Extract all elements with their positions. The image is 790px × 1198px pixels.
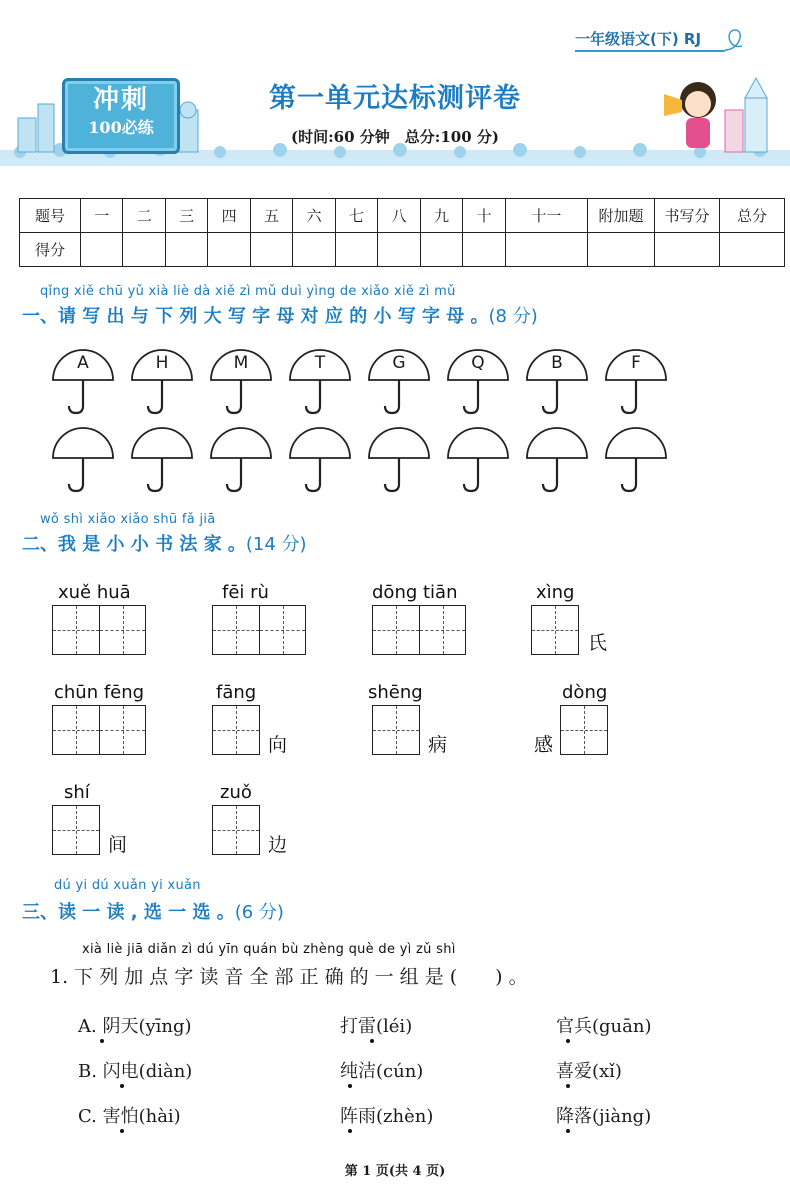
section-1-points: (8 分)	[488, 306, 538, 327]
umbrella-icon	[52, 348, 114, 410]
score-input-cell[interactable]	[208, 233, 250, 267]
umbrella-answer-icon[interactable]	[52, 426, 114, 488]
umbrella-letter: H	[155, 353, 169, 373]
emphasis-dot	[348, 1084, 352, 1088]
writing-grid[interactable]	[372, 705, 420, 755]
table-cell: 十一	[505, 199, 587, 233]
section-3-title-text: 三、读 一 读 , 选 一 选 。	[22, 902, 235, 923]
write-item-pinyin: xuě huā	[58, 582, 131, 603]
table-cell: 二	[123, 199, 165, 233]
umbrella-icon	[210, 348, 272, 410]
emphasis-dot	[566, 1084, 570, 1088]
table-cell: 三	[165, 199, 207, 233]
char-suffix: 向	[268, 734, 288, 756]
umbrella-icon	[289, 348, 351, 410]
umbrella-letter: F	[631, 353, 641, 373]
write-item-pinyin: fāng	[216, 682, 257, 703]
option-a-3: 官兵(guān)	[556, 1016, 652, 1037]
umbrella-answer-icon[interactable]	[526, 426, 588, 488]
section-1-title	[22, 302, 538, 328]
table-cell: 总分	[720, 199, 785, 233]
umbrella-letter: M	[233, 353, 249, 373]
option-c-1[interactable]: C. 害怕(hài)	[78, 1106, 181, 1127]
writing-grid[interactable]	[372, 605, 466, 655]
score-input-cell[interactable]	[165, 233, 207, 267]
write-item-pinyin: fēi rù	[222, 582, 269, 603]
write-item-pinyin: chūn fēng	[54, 682, 145, 703]
umbrella-answer-icon[interactable]	[605, 426, 667, 488]
umbrella-letter: B	[551, 353, 563, 373]
section-2-title-text: 二、我 是 小 小 书 法 家 。	[22, 534, 246, 555]
umbrella-icon	[131, 348, 193, 410]
write-item-pinyin: dòng	[562, 682, 608, 703]
write-item-pinyin: shí	[64, 782, 90, 803]
option-c-3: 降落(jiàng)	[556, 1106, 652, 1127]
section-2-pinyin: wǒ shì xiǎo xiǎo shū fǎ jiā	[40, 512, 216, 527]
page-footer: 第 1 页(共 4 页)	[344, 1164, 446, 1179]
option-a-1[interactable]: A. 阴天(yīng)	[78, 1016, 192, 1037]
score-input-cell[interactable]	[250, 233, 292, 267]
score-input-cell[interactable]	[505, 233, 587, 267]
write-item-pinyin: shēng	[368, 682, 423, 703]
score-input-cell[interactable]	[463, 233, 505, 267]
score-input-cell[interactable]	[420, 233, 462, 267]
table-cell: 四	[208, 199, 250, 233]
char-prefix: 感	[534, 734, 554, 756]
table-cell: 七	[335, 199, 377, 233]
grade-label: 一年级语文(下) RJ	[575, 30, 702, 48]
table-cell: 五	[250, 199, 292, 233]
option-b-1[interactable]: B. 闪电(diàn)	[78, 1061, 193, 1082]
section-3-points: (6 分)	[234, 902, 284, 923]
writing-grid[interactable]	[52, 605, 146, 655]
char-suffix: 病	[428, 734, 448, 756]
umbrella-letter: G	[392, 353, 406, 373]
emphasis-dot	[566, 1129, 570, 1133]
umbrella-answer-icon[interactable]	[131, 426, 193, 488]
char-suffix: 间	[108, 834, 128, 856]
umbrella-letter: Q	[471, 353, 485, 373]
table-cell: 六	[293, 199, 335, 233]
write-item-pinyin: zuǒ	[220, 782, 252, 803]
umbrella-icon	[447, 348, 509, 410]
page-title: 第一单元达标测评卷	[269, 83, 521, 114]
umbrella-letter: T	[314, 353, 326, 373]
score-input-cell[interactable]	[720, 233, 785, 267]
table-cell: 得分	[20, 233, 81, 267]
emphasis-dot	[566, 1039, 570, 1043]
umbrella-answer-icon[interactable]	[210, 426, 272, 488]
umbrella-answer-icon[interactable]	[289, 426, 351, 488]
emphasis-dot	[100, 1039, 104, 1043]
umbrella-letter: A	[77, 353, 89, 373]
writing-grid[interactable]	[212, 605, 306, 655]
option-b-3: 喜爱(xǐ)	[556, 1061, 622, 1082]
score-input-cell[interactable]	[655, 233, 720, 267]
umbrella-icon	[368, 348, 430, 410]
char-suffix: 氏	[588, 632, 608, 654]
question-1-pinyin: xià liè jiā diǎn zì dú yīn quán bù zhèng què de yì zǔ shì	[82, 942, 456, 957]
emphasis-dot	[120, 1129, 124, 1133]
score-input-cell[interactable]	[81, 233, 123, 267]
score-input-cell[interactable]	[335, 233, 377, 267]
umbrella-row-letters	[52, 348, 772, 418]
table-cell: 八	[378, 199, 420, 233]
emphasis-dot	[348, 1129, 352, 1133]
writing-grid[interactable]	[52, 705, 146, 755]
score-table-header-row	[20, 199, 785, 233]
badge-line-1: 冲刺	[92, 85, 149, 115]
writing-grid[interactable]	[560, 705, 608, 755]
badge-line-2: 100必练	[88, 118, 154, 137]
section-3-pinyin: dú yi dú xuǎn yi xuǎn	[54, 878, 201, 893]
score-table-score-row	[20, 233, 785, 267]
writing-grid[interactable]	[212, 805, 260, 855]
umbrella-answer-icon[interactable]	[368, 426, 430, 488]
writing-grid[interactable]	[52, 805, 100, 855]
score-input-cell[interactable]	[123, 233, 165, 267]
question-1-text: 1. 下 列 加 点 字 读 音 全 部 正 确 的 一 组 是 ( ) 。	[50, 966, 528, 988]
section-3-title	[22, 898, 284, 924]
umbrella-answer-icon[interactable]	[447, 426, 509, 488]
score-input-cell[interactable]	[293, 233, 335, 267]
section-2-title	[22, 530, 307, 556]
score-input-cell[interactable]	[588, 233, 655, 267]
table-cell: 十	[463, 199, 505, 233]
option-a-2: 打雷(léi)	[340, 1016, 413, 1037]
exam-info: (时间:60 分钟 总分:100 分)	[291, 128, 499, 146]
write-item-pinyin: xìng	[536, 582, 575, 603]
writing-grid[interactable]	[531, 605, 579, 655]
umbrella-icon	[526, 348, 588, 410]
emphasis-dot	[120, 1084, 124, 1088]
char-suffix: 边	[268, 834, 288, 856]
grade-underline	[575, 50, 725, 52]
umbrella-row-answers	[52, 426, 772, 496]
table-cell: 书写分	[655, 199, 720, 233]
write-item-pinyin: dōng tiān	[372, 582, 458, 603]
table-cell: 九	[420, 199, 462, 233]
emphasis-dot	[370, 1039, 374, 1043]
section-1-pinyin: qǐng xiě chū yǔ xià liè dà xiě zì mǔ duì yìng de xiǎo xiě zì mǔ	[40, 284, 456, 299]
score-table	[19, 198, 785, 267]
umbrella-icon	[605, 348, 667, 410]
option-b-2: 纯洁(cún)	[340, 1061, 424, 1082]
section-1-title-text: 一、请 写 出 与 下 列 大 写 字 母 对 应 的 小 写 字 母 。	[22, 306, 489, 327]
table-cell: 题号	[20, 199, 81, 233]
option-c-2: 阵雨(zhèn)	[340, 1106, 434, 1127]
section-2-points: (14 分)	[245, 534, 307, 555]
table-cell: 一	[81, 199, 123, 233]
writing-grid[interactable]	[212, 705, 260, 755]
score-input-cell[interactable]	[378, 233, 420, 267]
table-cell: 附加题	[588, 199, 655, 233]
